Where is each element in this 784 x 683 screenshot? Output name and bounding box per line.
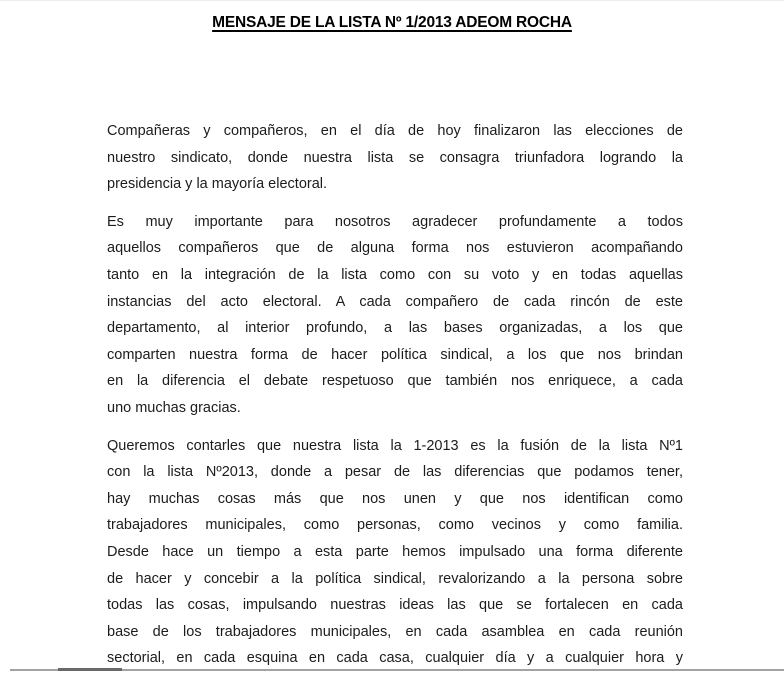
text-line: tanto en la integración de la lista como con su voto y en todas aquellas bbox=[107, 266, 683, 283]
document-title: MENSAJE DE LA LISTA Nº 1/2013 ADEOM ROCHA bbox=[212, 14, 572, 31]
text-line: departamento, al interior profundo, a las bases organizadas, a los que bbox=[107, 320, 683, 337]
text-line: en la diferencia el debate respetuoso que también nos enriquece, a cada bbox=[107, 373, 683, 390]
text-line: Desde hace un tiempo a esta parte hemos impulsado una forma diferente bbox=[107, 543, 683, 560]
text-line: hay muchas cosas más que nos unen y que nos identifican como bbox=[107, 490, 683, 507]
text-line: Es muy importante para nosotros agradecer profundamente a todos bbox=[107, 213, 683, 230]
text-line: comparten nuestra forma de hacer política sindical, a los que nos brindan bbox=[107, 346, 683, 363]
paragraph bbox=[107, 118, 683, 198]
text-line: presidencia y la mayoría electoral. bbox=[107, 176, 328, 193]
text-line: uno muchas gracias. bbox=[107, 399, 241, 416]
text-line: base de los trabajadores municipales, en cada asamblea en cada reunión bbox=[107, 623, 683, 640]
document-body bbox=[107, 118, 683, 683]
text-line: sectorial, en cada esquina en cada casa, cualquier día y a cualquier hora y bbox=[107, 650, 683, 667]
text-line: Compañeras y compañeros, en el día de hoy finalizaron las elecciones de bbox=[107, 123, 683, 139]
text-line: Queremos contarles que nuestra lista la 1-2013 es la fusión de la lista Nº1 bbox=[107, 437, 683, 454]
text-line: aquellos compañeros que de alguna forma nos estuvieron acompañando bbox=[107, 240, 683, 257]
text-line: trabajadores municipales, como personas, como vecinos y como familia. bbox=[107, 517, 683, 534]
text-line: de hacer y concebir a la política sindical, revalorizando a la persona sobre bbox=[107, 570, 683, 587]
title-row bbox=[0, 14, 784, 32]
paragraph bbox=[107, 433, 683, 672]
text-line: con la lista Nº2013, donde a pesar de las diferencias que podamos tener, bbox=[107, 464, 683, 481]
text-line: instancias del acto electoral. A cada compañero de cada rincón de este bbox=[107, 293, 683, 310]
paragraph bbox=[107, 209, 683, 422]
horizontal-scrollbar[interactable] bbox=[10, 669, 784, 671]
text-line: nuestro sindicato, donde nuestra lista se consagra triunfadora logrando la bbox=[107, 149, 683, 166]
scrollbar-thumb[interactable] bbox=[58, 668, 122, 671]
text-line: todas las cosas, impulsando nuestras ideas las que se fortalecen en cada bbox=[107, 597, 683, 614]
